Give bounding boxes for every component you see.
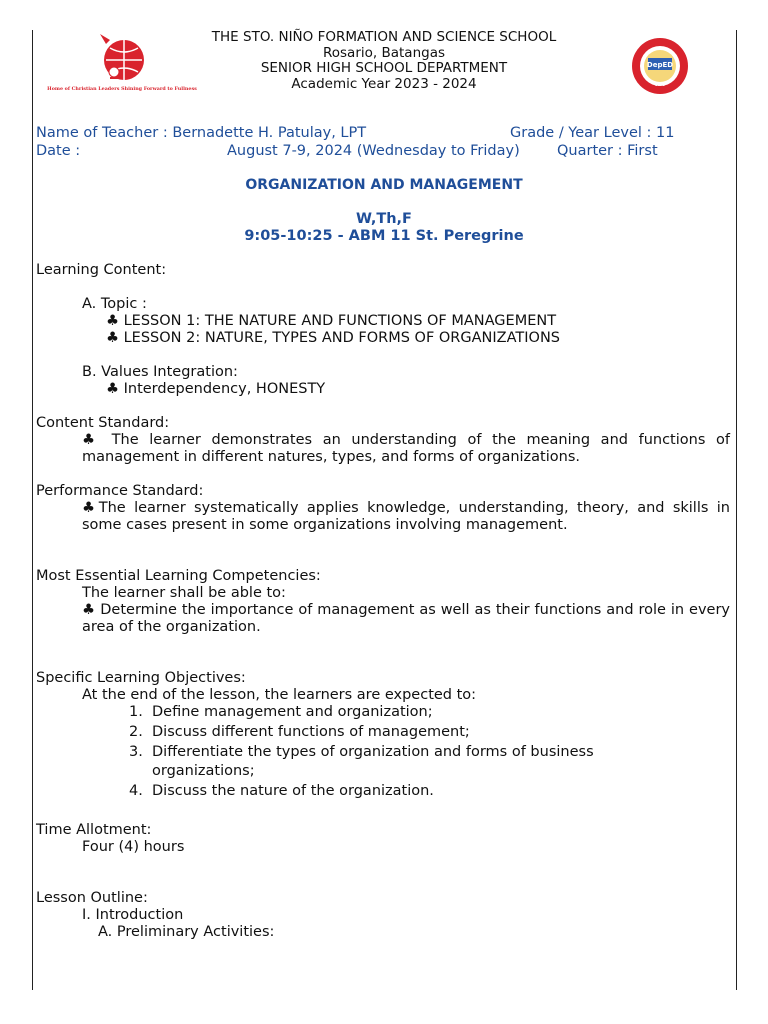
topic-label: A. Topic :: [82, 296, 147, 312]
lesson-outline-heading: Lesson Outline:: [36, 890, 148, 906]
svg-text:DepED: DepED: [646, 61, 674, 69]
objective-4: Discuss the nature of the organization.: [152, 783, 434, 799]
objective-number: 4.: [129, 783, 143, 799]
outline-introduction: I. Introduction: [82, 907, 184, 923]
department: SENIOR HIGH SCHOOL DEPARTMENT: [260, 60, 508, 76]
svg-text:1975: 1975: [654, 82, 666, 87]
objectives-heading: Specific Learning Objectives:: [36, 670, 246, 686]
lesson-2: ♣ LESSON 2: NATURE, TYPES AND FORMS OF ORGANIZATIONS: [106, 330, 560, 346]
school-location: Rosario, Batangas: [322, 44, 445, 61]
time-allotment-value: Four (4) hours: [82, 839, 185, 855]
academic-year: Academic Year 2023 - 2024: [291, 75, 477, 92]
date-label: Date :: [36, 143, 81, 159]
svg-text:Home of Christian Leaders Shin: Home of Christian Leaders Shining Forward to Fullness: [47, 86, 197, 92]
objective-2: Discuss different functions of management;: [152, 724, 470, 740]
learning-content-heading: Learning Content:: [36, 262, 167, 278]
performance-standard-heading: Performance Standard:: [36, 483, 204, 499]
date-value: August 7-9, 2024 (Wednesday to Friday): [227, 143, 520, 159]
objective-number: 3.: [129, 744, 143, 760]
objective-3: Differentiate the types of organization and forms of business: [152, 744, 594, 760]
right-margin-rule: [736, 30, 737, 990]
melc-text: ♣ Determine the importance of management as well as their functions and role in every area of the organization.: [82, 602, 730, 635]
time-allotment-heading: Time Allotment:: [36, 822, 152, 838]
objective-1: Define management and organization;: [152, 704, 433, 720]
content-standard-text: ♣ The learner demonstrates an understanding of the meaning and functions of management in different natures, types, and forms of organizations.: [82, 432, 730, 465]
objective-number: 1.: [129, 704, 143, 720]
document-header: [0, 30, 768, 92]
melc-heading: Most Essential Learning Competencies:: [36, 568, 321, 584]
values-label: B. Values Integration:: [82, 364, 238, 380]
school-name: THE STO. NIÑO FORMATION AND SCIENCE SCHOOL: [211, 29, 557, 45]
objective-number: 2.: [129, 724, 143, 740]
class-days: W,Th,F: [356, 211, 412, 227]
lesson-1: ♣ LESSON 1: THE NATURE AND FUNCTIONS OF MANAGEMENT: [106, 313, 557, 329]
quarter: Quarter : First: [557, 143, 658, 159]
class-schedule: 9:05-10:25 - ABM 11 St. Peregrine: [244, 228, 524, 244]
values-text: ♣ Interdependency, HONESTY: [106, 381, 326, 397]
subject-title: ORGANIZATION AND MANAGEMENT: [245, 177, 523, 193]
content-standard-heading: Content Standard:: [36, 415, 170, 431]
left-margin-rule: [32, 30, 33, 990]
grade-level: Grade / Year Level : 11: [510, 125, 675, 141]
outline-preliminary-activities: A. Preliminary Activities:: [98, 924, 275, 940]
objectives-intro: At the end of the lesson, the learners are expected to:: [82, 687, 477, 703]
teacher-name: Name of Teacher : Bernadette H. Patulay, LPT: [36, 125, 367, 141]
objective-3-continued: organizations;: [152, 763, 255, 779]
melc-intro: The learner shall be able to:: [82, 585, 286, 601]
performance-standard-text: ♣The learner systematically applies knowledge, understanding, theory, and skills in some cases present in some organizations involving management.: [82, 500, 730, 533]
